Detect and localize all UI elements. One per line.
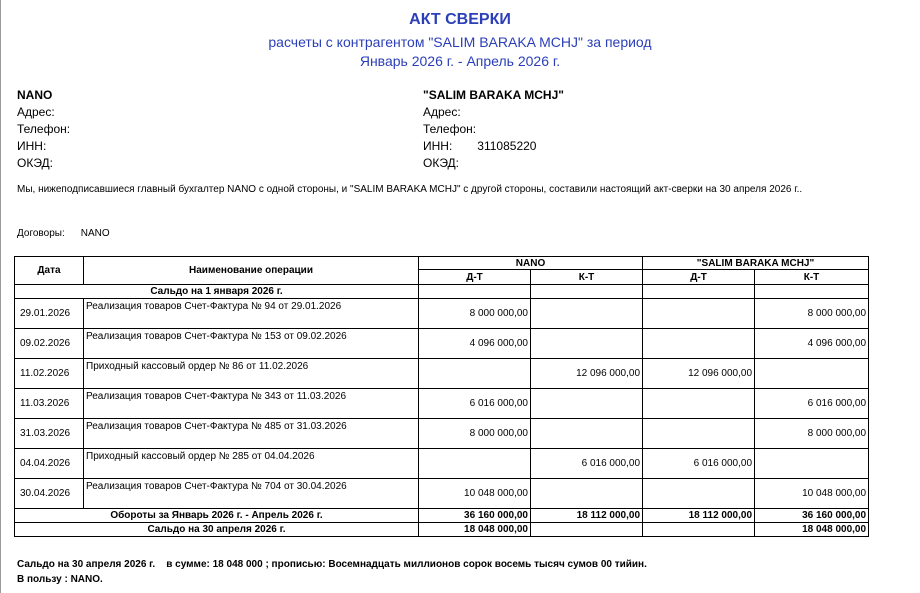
party-left-okpo-label: ОКЭД: [17, 156, 54, 170]
row-left-credit [531, 299, 643, 329]
row-operation: Реализация товаров Счет-Фактура № 153 от 09.02.2026 [84, 329, 419, 359]
col-party-right-header: "SALIM BARAKA MCHJ" [643, 257, 869, 270]
row-date: 29.01.2026 [15, 299, 84, 329]
row-right-credit [755, 359, 869, 389]
row-right-credit [755, 449, 869, 479]
row-left-credit [531, 479, 643, 509]
intro-paragraph: Мы, нижеподписавшиеся главный бухгалтер NANO с одной стороны, и "SALIM BARAKA MCHJ" с другой стороны, составили настоящий акт-сверки на 30 апреля 2026 г.. [17, 184, 803, 195]
row-right-credit: 10 048 000,00 [755, 479, 869, 509]
footer-in-favor: В пользу : NANO. [17, 574, 103, 585]
row-operation: Реализация товаров Счет-Фактура № 485 от 31.03.2026 [84, 419, 419, 449]
party-right-address-label: Адрес: [423, 105, 461, 119]
document-title: АКТ СВЕРКИ [409, 11, 511, 28]
col-date-header: Дата [15, 257, 84, 285]
row-left-debit [419, 449, 531, 479]
opening-right-credit [755, 285, 869, 299]
row-date: 04.04.2026 [15, 449, 84, 479]
party-left-name: NANO [17, 88, 53, 102]
col-party-left-header: NANO [419, 257, 643, 270]
party-left-inn [17, 138, 71, 155]
col-right-credit-header: К-Т [755, 270, 869, 285]
footer-block [17, 557, 647, 587]
table-row [15, 389, 869, 419]
row-date: 31.03.2026 [15, 419, 84, 449]
row-operation: Приходный кассовый ордер № 285 от 04.04.2026 [84, 449, 419, 479]
row-right-credit: 8 000 000,00 [755, 419, 869, 449]
party-right-inn-label: ИНН: [423, 139, 453, 153]
turnover-right-credit: 36 160 000,00 [755, 509, 869, 523]
opening-right-debit [643, 285, 755, 299]
table-row [15, 299, 869, 329]
table-row [15, 449, 869, 479]
contracts-line [17, 228, 110, 239]
row-right-debit [643, 389, 755, 419]
table-header-row [15, 257, 869, 270]
closing-right-credit: 18 048 000,00 [755, 523, 869, 537]
row-operation: Реализация товаров Счет-Фактура № 704 от 30.04.2026 [84, 479, 419, 509]
row-right-debit: 12 096 000,00 [643, 359, 755, 389]
opening-left-debit [419, 285, 531, 299]
contracts-value: NANO [80, 228, 110, 239]
party-left-inn-label: ИНН: [17, 139, 47, 153]
row-right-debit [643, 299, 755, 329]
row-operation: Реализация товаров Счет-Фактура № 343 от 11.03.2026 [84, 389, 419, 419]
row-right-debit [643, 419, 755, 449]
row-date: 11.02.2026 [15, 359, 84, 389]
closing-balance-row [15, 523, 869, 537]
table-body [15, 299, 869, 509]
row-left-debit: 4 096 000,00 [419, 329, 531, 359]
party-right-phone-label: Телефон: [423, 122, 477, 136]
row-left-debit: 6 016 000,00 [419, 389, 531, 419]
row-operation: Реализация товаров Счет-Фактура № 94 от 29.01.2026 [84, 299, 419, 329]
turnover-row [15, 509, 869, 523]
row-operation: Приходный кассовый ордер № 86 от 11.02.2026 [84, 359, 419, 389]
document-period: Январь 2026 г. - Апрель 2026 г. [359, 53, 561, 69]
party-left-phone-label: Телефон: [17, 122, 71, 136]
party-left-block [17, 87, 71, 172]
party-left-address-label: Адрес: [17, 105, 55, 119]
left-border-line [0, 0, 1, 593]
row-right-debit [643, 329, 755, 359]
party-right-block [423, 87, 564, 172]
party-right-name: "SALIM BARAKA MCHJ" [423, 88, 564, 102]
row-left-debit: 8 000 000,00 [419, 299, 531, 329]
row-right-credit: 8 000 000,00 [755, 299, 869, 329]
row-right-debit [643, 479, 755, 509]
col-left-credit-header: К-Т [531, 270, 643, 285]
row-left-debit [419, 359, 531, 389]
turnover-left-debit: 36 160 000,00 [419, 509, 531, 523]
col-right-debit-header: Д-Т [643, 270, 755, 285]
row-right-credit: 6 016 000,00 [755, 389, 869, 419]
row-left-credit: 12 096 000,00 [531, 359, 643, 389]
party-right-inn-value: 311085220 [477, 139, 537, 153]
closing-balance-label: Сальдо на 30 апреля 2026 г. [15, 523, 419, 537]
table-row [15, 329, 869, 359]
opening-left-credit [531, 285, 643, 299]
row-left-credit [531, 389, 643, 419]
opening-balance-label: Сальдо на 1 января 2026 г. [15, 285, 419, 299]
turnover-right-debit: 18 112 000,00 [643, 509, 755, 523]
closing-left-credit [531, 523, 643, 537]
row-left-credit [531, 329, 643, 359]
party-right-okpo-label: ОКЭД: [423, 156, 460, 170]
row-left-credit: 6 016 000,00 [531, 449, 643, 479]
closing-left-debit: 18 048 000,00 [419, 523, 531, 537]
contracts-label: Договоры: [17, 228, 65, 239]
opening-balance-row [15, 285, 869, 299]
party-right-inn [423, 138, 564, 155]
table-row [15, 479, 869, 509]
row-right-credit: 4 096 000,00 [755, 329, 869, 359]
col-operation-header: Наименование операции [84, 257, 419, 285]
row-left-debit: 8 000 000,00 [419, 419, 531, 449]
table-row [15, 419, 869, 449]
turnover-label: Обороты за Январь 2026 г. - Апрель 2026 г. [15, 509, 419, 523]
row-right-debit: 6 016 000,00 [643, 449, 755, 479]
turnover-left-credit: 18 112 000,00 [531, 509, 643, 523]
row-left-debit: 10 048 000,00 [419, 479, 531, 509]
col-left-debit-header: Д-Т [419, 270, 531, 285]
reconciliation-table [14, 256, 869, 537]
row-date: 11.03.2026 [15, 389, 84, 419]
row-date: 09.02.2026 [15, 329, 84, 359]
closing-right-debit [643, 523, 755, 537]
row-date: 30.04.2026 [15, 479, 84, 509]
table-row [15, 359, 869, 389]
document-subtitle: расчеты с контрагентом "SALIM BARAKA MCHJ" за период [268, 34, 652, 50]
row-left-credit [531, 419, 643, 449]
footer-summary: Сальдо на 30 апреля 2026 г. в сумме: 18 048 000 ; прописью: Восемнадцать миллионов сорок восемь тысяч сумов 00 тийин. [17, 559, 647, 570]
